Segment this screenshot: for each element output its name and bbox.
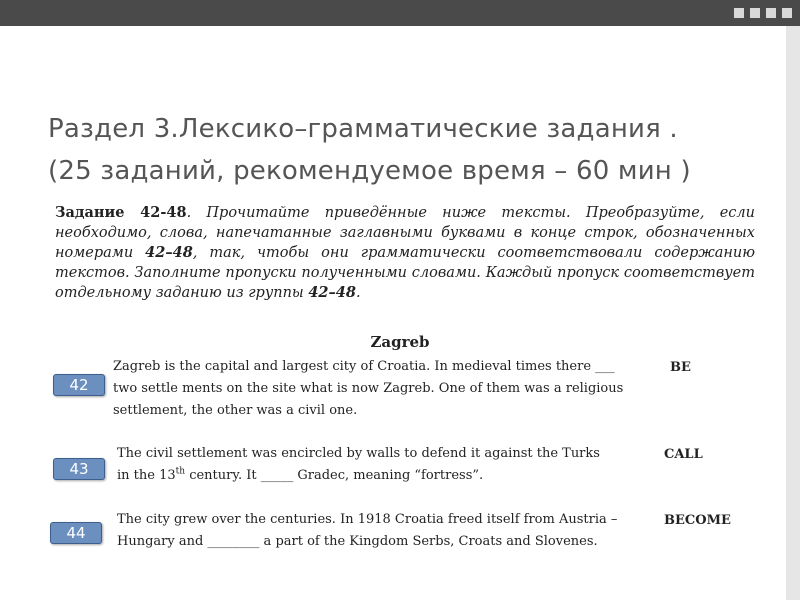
title-line-2: (25 заданий, рекомендуемое время – 60 мин ): [48, 156, 691, 186]
paragraph-44-line-1: The city grew over the centuries. In 1918 Croatia freed itself from Austria –: [117, 512, 618, 527]
task-number-badge-42: 42: [53, 374, 105, 396]
task-number-badge-43: 43: [53, 458, 105, 480]
window-square-icon: [734, 8, 744, 18]
title-line-1: Раздел 3.Лексико–грамматические задания .: [48, 114, 678, 144]
task-end-dot: .: [355, 285, 361, 301]
slide-side-bar: [786, 26, 800, 600]
slide-title: [48, 108, 768, 192]
word-become: BECOME: [664, 513, 731, 528]
paragraph-43-line-1: The civil settlement was encircled by walls to defend it against the Turks: [117, 446, 600, 461]
task-instruction: [55, 203, 755, 303]
word-be: BE: [670, 360, 691, 375]
paragraph-42: [113, 356, 673, 422]
text-title: Zagreb: [370, 333, 430, 351]
task-text-1: . Прочитайте приведённые ниже тексты. Преобразуйте, если необходимо, слова, напечатанные заглавными буквами в конце строк, обозначенных номерами: [55, 205, 755, 261]
task-number-badge-44: 44: [50, 522, 102, 544]
word-call: CALL: [664, 447, 703, 462]
paragraph-42-line-2: two settle ments on the site what is now Zagreb. One of them was a religious: [113, 381, 624, 396]
task-range-end: 42–48: [308, 284, 356, 301]
paragraph-44-line-2: Hungary and ________ a part of the Kingdom Serbs, Croats and Slovenes.: [117, 534, 598, 549]
task-text-2: , так, чтобы они грамматически соответствовали содержанию текстов. Заполните пропуски полученными словами. Каждый пропуск соответствует отдельному заданию из группы: [55, 245, 756, 301]
paragraph-43-line-2: [117, 465, 657, 487]
slide-top-bar: [0, 0, 800, 26]
paragraph-42-line-3: settlement, the other was a civil one.: [113, 403, 358, 418]
superscript-th: th: [175, 466, 186, 477]
paragraph-43-line-2-end: century. It _____ Gradec, meaning “fortress”.: [185, 468, 484, 483]
window-square-icon: [750, 8, 760, 18]
paragraph-42-line-1: Zagreb is the capital and largest city of Croatia. In medieval times there ___: [113, 359, 615, 374]
window-square-icon: [782, 8, 792, 18]
paragraph-43-line-2-start: in the 13: [117, 468, 176, 483]
task-range: 42–48: [145, 244, 193, 261]
task-label: Задание 42-48: [55, 204, 187, 221]
paragraph-44: [117, 509, 662, 553]
window-square-icon: [766, 8, 776, 18]
paragraph-43: [117, 443, 657, 487]
